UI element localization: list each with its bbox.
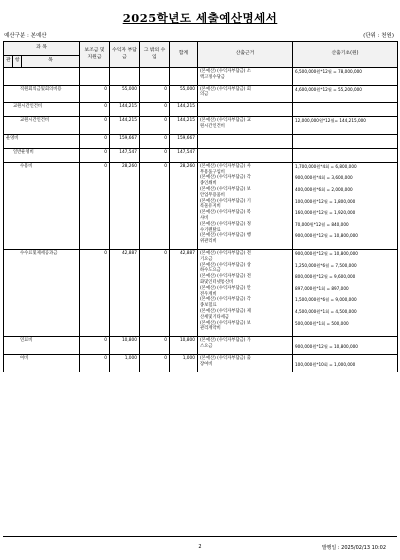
- basis-cell: [198, 85, 293, 103]
- basis-line: (본예산) (수익자부담금) 기: [200, 198, 251, 204]
- basis-cell: [198, 134, 293, 148]
- basis-cell: [198, 68, 293, 86]
- item-name: 수용비: [4, 162, 80, 249]
- basis-cell: [198, 354, 293, 372]
- total-header: 합계: [170, 42, 198, 68]
- basis-cell: [198, 337, 293, 355]
- basis-cell: [198, 103, 293, 117]
- total-cell: 144,215: [170, 103, 198, 117]
- item-name: [4, 68, 80, 86]
- other-income-header: 그 밖의 수입: [140, 42, 170, 68]
- basis-line: (본예산) (수익자부담금) 상: [200, 262, 251, 268]
- other-cell: 0: [140, 162, 170, 249]
- total-cell: 42,887: [170, 249, 198, 336]
- calc-line: 500,000원*1회 = 500,000: [295, 320, 349, 326]
- hang-header: 항: [13, 56, 22, 68]
- calc-cell: [293, 249, 398, 336]
- calc-line: 900,000원*12월 = 10,800,000: [295, 233, 358, 239]
- self-cell: 10,800: [110, 337, 140, 355]
- other-cell: 0: [140, 103, 170, 117]
- calc-cell: [293, 68, 398, 86]
- basis-line: 하수도요금: [200, 268, 221, 274]
- subsidy-cell: 0: [80, 117, 110, 135]
- calc-cell: [293, 337, 398, 355]
- basis-line: (본예산) (수익자부담금) 출: [200, 355, 251, 361]
- basis-cell: [198, 117, 293, 135]
- calc-header: 산출기초(원): [293, 42, 398, 68]
- subsidy-cell: 0: [80, 337, 110, 355]
- basis-cell: [198, 148, 293, 162]
- calc-cell: [293, 85, 398, 103]
- basis-line: 종인쇄비: [200, 181, 217, 187]
- total-cell: 10,800: [170, 337, 198, 355]
- calc-line: 160,000원*12월 = 1,920,000: [295, 210, 356, 216]
- budget-type-label: 예산구분 : 본예산: [4, 33, 47, 39]
- basis-line: 스요금: [200, 343, 213, 349]
- basis-line: (본예산) (수익자부담금) 각: [200, 175, 251, 181]
- mok-header: 목: [22, 56, 80, 68]
- basis-line: (본예산) (수익자부담금) 보: [200, 320, 251, 326]
- subsidy-cell: 0: [80, 103, 110, 117]
- table-row: [4, 103, 398, 117]
- calc-line: 400,000원*6회 = 2,000,000: [295, 186, 353, 192]
- basis-line: (본예산) (수익자부담금) 교: [200, 118, 251, 124]
- calc-line: 1,250,000원*6월 = 7,500,000: [295, 262, 357, 268]
- other-cell: 0: [140, 337, 170, 355]
- table-row: [4, 134, 398, 148]
- unit-label: (단위 : 천원): [363, 33, 394, 39]
- basis-line: (본예산) (수익자부담금) 정: [200, 221, 251, 227]
- basis-line: 위관리비: [200, 239, 217, 245]
- table-row: [4, 85, 398, 103]
- calc-line: 70,000원*12월 = 840,000: [295, 221, 349, 227]
- other-cell: 0: [140, 134, 170, 148]
- basis-line: 사비: [200, 215, 209, 221]
- basis-line: (본예산) (수익자부담금) 안: [200, 285, 251, 291]
- self-cell: 144,215: [110, 103, 140, 117]
- basis-line: (본예산) (수익자부담금) 행: [200, 233, 251, 239]
- basis-line: (본예산) (수익자부담금) 회: [200, 86, 251, 92]
- issued-date: 발행일 : 2025/02/13 10:02: [321, 545, 386, 551]
- basis-line: 의금: [200, 92, 209, 98]
- basis-line: 관리계약비: [200, 326, 221, 332]
- calc-line: 6,500,000원*12월 = 78,000,000: [295, 69, 362, 74]
- basis-line: 장여비: [200, 361, 213, 367]
- item-name: 직원회의금및회의비용: [4, 85, 80, 103]
- calc-line: 800,000원*12월 = 9,600,000: [295, 274, 356, 280]
- basis-line: 종보험료: [200, 303, 217, 309]
- calc-cell: [293, 103, 398, 117]
- self-cell: 147,547: [110, 148, 140, 162]
- basis-line: 전우계비: [200, 291, 217, 297]
- other-cell: 0: [140, 85, 170, 103]
- total-cell: 159,667: [170, 134, 198, 148]
- calc-line: 900,000원*12월 = 10,800,000: [295, 250, 358, 256]
- basis-line: (본예산) (수익자부담금) 전: [200, 250, 251, 256]
- self-pay-header: 수익자 부담금: [110, 42, 140, 68]
- other-cell: 0: [140, 354, 170, 372]
- basis-line: 화및인터넷통신비: [200, 279, 234, 285]
- basis-header: 산출근거: [198, 42, 293, 68]
- table-row: [4, 162, 398, 249]
- table-row: [4, 68, 398, 86]
- basis-line: (본예산) (수익자부담금) 각: [200, 297, 251, 303]
- basis-line: 록물유지비: [200, 204, 221, 210]
- subsidy-cell: 0: [80, 134, 110, 148]
- kwan-header: 관: [4, 56, 13, 68]
- calc-cell: [293, 134, 398, 148]
- table-row: [4, 117, 398, 135]
- calc-line: 1,700,000원*4회 = 6,800,000: [295, 163, 357, 169]
- basis-line: 수기렌탈료: [200, 227, 221, 233]
- self-cell: 55,000: [110, 85, 140, 103]
- basis-line: (본예산) (수익자부담금) 사: [200, 163, 251, 169]
- item-name: 여비: [4, 354, 80, 372]
- calc-line: 897,000원*1회 = 897,000: [295, 285, 349, 291]
- item-name: 일반운영비: [4, 148, 80, 162]
- calc-line: 4,500,000원*1회 = 4,500,000: [295, 308, 357, 314]
- self-cell: [110, 68, 140, 86]
- basis-line: (본예산) (수익자부담금) 전: [200, 274, 251, 280]
- self-cell: 1,000: [110, 354, 140, 372]
- subsidy-cell: 0: [80, 249, 110, 336]
- calc-cell: [293, 117, 398, 135]
- basis-line: 원시간인건비: [200, 123, 225, 129]
- total-cell: [170, 68, 198, 86]
- subsidy-cell: 0: [80, 354, 110, 372]
- calc-line: 100,000원*12월 = 1,800,000: [295, 198, 356, 204]
- basis-line: (본예산) (수익자부담금) 제: [200, 308, 251, 314]
- total-cell: 144,215: [170, 117, 198, 135]
- calc-cell: [293, 148, 398, 162]
- item-name: 연료비: [4, 337, 80, 355]
- calc-line: 900,000원*12월 = 10,800,000: [295, 343, 358, 349]
- table-row: [4, 249, 398, 336]
- subject-header: 과 목: [4, 42, 80, 56]
- calc-line: 1,500,000원*6월 = 9,000,000: [295, 297, 357, 303]
- other-cell: 0: [140, 249, 170, 336]
- basis-line: 기요금: [200, 256, 213, 262]
- calc-cell: [293, 354, 398, 372]
- item-name: 교원시간인건비: [4, 117, 80, 135]
- item-name: 수수료및제세공과금: [4, 249, 80, 336]
- basis-line: 액고정수당금: [200, 74, 225, 80]
- table-row: [4, 354, 398, 372]
- total-cell: 147,547: [170, 148, 198, 162]
- item-name: 운영비: [4, 134, 80, 148]
- other-cell: 0: [140, 148, 170, 162]
- subsidy-cell: 0: [80, 85, 110, 103]
- calc-line: 4,600,000원*12월 = 55,200,000: [295, 86, 362, 92]
- basis-cell: [198, 162, 293, 249]
- self-cell: 42,887: [110, 249, 140, 336]
- budget-table: [3, 41, 398, 372]
- basis-line: (본예산) (수익자부담금) 복: [200, 210, 251, 216]
- table-row: [4, 337, 398, 355]
- basis-cell: [198, 249, 293, 336]
- subsidy-cell: 0: [80, 148, 110, 162]
- total-cell: 55,000: [170, 85, 198, 103]
- calc-line: 100,000원*10회 = 1,000,000: [295, 361, 356, 367]
- total-cell: 28,260: [170, 162, 198, 249]
- other-cell: [140, 68, 170, 86]
- self-cell: 28,260: [110, 162, 140, 249]
- basis-line: 안업무용품비: [200, 192, 225, 198]
- basis-line: 산세및기타세금: [200, 314, 230, 320]
- calc-line: 900,000원*4회 = 3,600,000: [295, 175, 353, 181]
- basis-line: (본예산) (수익자부담금) 소: [200, 69, 251, 74]
- basis-line: (본예산) (수익자부담금) 가: [200, 338, 251, 344]
- item-name: 교원시간인건비: [4, 103, 80, 117]
- self-cell: 144,215: [110, 117, 140, 135]
- subsidy-header: 보조금 및 지원금: [80, 42, 110, 68]
- footer-divider: [3, 536, 397, 537]
- table-row: [4, 148, 398, 162]
- subsidy-cell: 0: [80, 162, 110, 249]
- self-cell: 159,667: [110, 134, 140, 148]
- calc-line: 12,000,000원*12월= 144,215,000: [295, 118, 366, 124]
- total-cell: 1,000: [170, 354, 198, 372]
- subsidy-cell: [80, 68, 110, 86]
- other-cell: 0: [140, 117, 170, 135]
- page-number: 2: [198, 544, 202, 550]
- calc-cell: [293, 162, 398, 249]
- page-title: 2025학년도 세출예산명세서: [122, 11, 278, 25]
- basis-line: (본예산) (수익자부담금) 보: [200, 186, 251, 192]
- basis-line: 무용품구입비: [200, 169, 225, 175]
